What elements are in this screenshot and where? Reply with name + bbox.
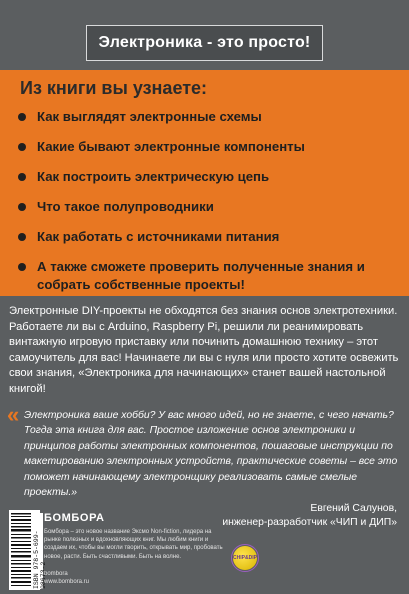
bullet-icon [18, 173, 26, 181]
list-item: Как работать с источниками питания [18, 228, 403, 258]
bullet-icon [18, 203, 26, 211]
social-handle: bombora [44, 571, 68, 577]
benefits-list [18, 108, 403, 302]
list-item: Как построить электрическую цепь [18, 168, 403, 198]
quote-attribution [222, 502, 397, 530]
chip-dip-sticker: CHIP&DIP [233, 546, 257, 570]
bullet-icon [18, 263, 26, 271]
list-item: Какие бывают электронные компоненты [18, 138, 403, 168]
bullet-icon [18, 143, 26, 151]
publisher-description: Бомбора – это новое название Эксмо Non-fiction, лидера на рынке полезных и вдохновляющих книг. Мы любим книги и создаем их, чтобы вы могли творить, открывать мир, пробовать новое, расти. Быть счастливыми. Быть на волне. [44, 529, 223, 560]
isbn-number: ISBN 978-5-699-98673-2 [33, 513, 43, 589]
author-title: инженер-разработчик «ЧИП и ДИП» [222, 517, 397, 528]
review-quote: Электроника ваше хобби? У вас много идей, но не знаете, с чего начать? Тогда эта книга для вас. Простое изложение основ электроники и принципов работы электронных компонентов, пошаговые инструкции по макетированию электронных устройств, практические советы – все это поможет начинающему электронщику реализовать самые смелые проекты.» [24, 410, 398, 499]
intro-paragraph: Электронные DIY-проекты не обходятся без знания основ электротехники. Работаете ли вы с Arduino, Raspberry Pi, решили ли реанимировать винтажную игровую приставку или починить домашнюю технику – этот самоучитель для вас! Начинаете ли вы с нуля или просто хотите освежить свои знания, «Электроника для начинающих» станет вашей настольной книгой! [9, 305, 399, 395]
quote-mark-icon: « [7, 402, 20, 427]
list-item: Как выглядят электронные схемы [18, 108, 403, 138]
bullet-icon [18, 113, 26, 121]
benefits-panel [0, 70, 409, 296]
publisher-site: www.bombora.ru [44, 579, 90, 585]
list-item: А также сможете проверить полученные знания и собрать собственные проекты! [18, 258, 403, 302]
publisher-links [44, 570, 89, 586]
list-item: Что такое полупроводники [18, 198, 403, 228]
bullet-icon [18, 233, 26, 241]
publisher-logo: БОМБОРА [44, 512, 105, 524]
cover-title: Электроника - это просто! [86, 25, 323, 61]
panel-heading: Из книги вы узнаете: [20, 78, 208, 98]
author-name: Евгений Салунов, [310, 503, 397, 514]
